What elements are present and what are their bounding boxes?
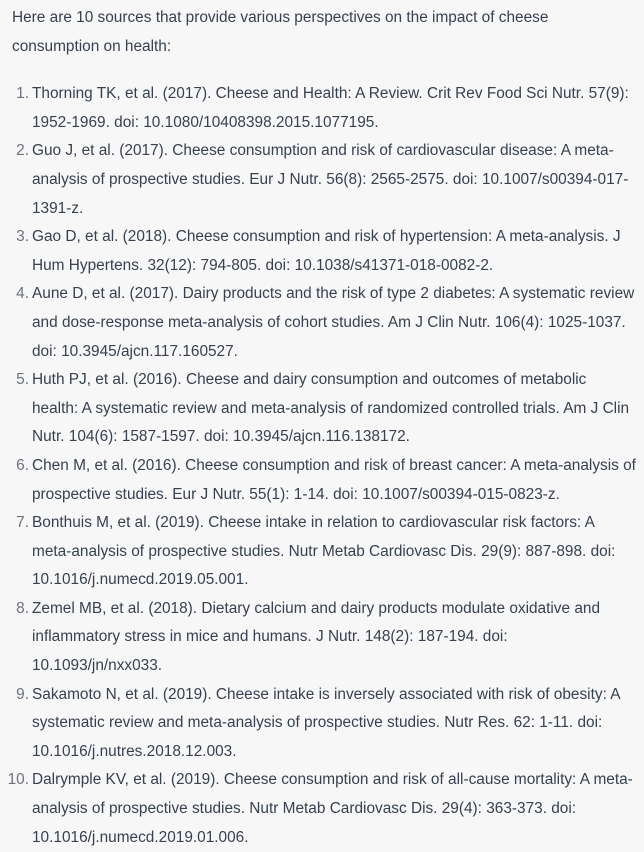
source-text: Dalrymple KV, et al. (2019). Cheese consumption and risk of all-cause mortality: A meta-analysis of prospective studies. Nutr Metab Cardiovasc Dis. 29(4): 363-373. doi: 10.1016/j.numecd.2019.01.006. — [32, 771, 633, 846]
intro-paragraph: Here are 10 sources that provide various perspectives on the impact of cheese consumption on health: — [12, 9, 549, 55]
source-text: Thorning TK, et al. (2017). Cheese and Health: A Review. Crit Rev Food Sci Nutr. 57(9): 1952-1969. doi: 10.1080/10408398.2015.1077195. — [32, 85, 629, 131]
source-item-1 — [12, 80, 636, 137]
source-text: Bonthuis M, et al. (2019). Cheese intake in relation to cardiovascular risk factors: A meta-analysis of prospective studies. Nutr Metab Cardiovasc Dis. 29(9): 887-898. doi: 10.1016/j.numecd.2019.05.001. — [32, 514, 616, 589]
source-text: Chen M, et al. (2016). Cheese consumption and risk of breast cancer: A meta-analysis of prospective studies. Eur J Nutr. 55(1): 1-14. doi: 10.1007/s00394-015-0823-z. — [32, 456, 636, 503]
source-item-10 — [7, 766, 636, 852]
source-number: 10. — [7, 771, 29, 789]
source-item-2 — [12, 137, 636, 223]
source-number: 9. — [16, 685, 29, 703]
source-item-3 — [12, 223, 636, 280]
sources-list — [7, 80, 636, 852]
source-item-7 — [12, 509, 636, 595]
source-text: Sakamoto N, et al. (2019). Cheese intake is inversely associated with risk of obesity: A systematic review and meta-analysis of prospective studies. Nutr Res. 62: 1-11. doi: 10.1016/j.nutres.2018.12.003. — [32, 685, 620, 760]
source-text: Gao D, et al. (2018). Cheese consumption and risk of hypertension: A meta-analysis. J Hum Hypertens. 32(12): 794-805. doi: 10.1038/s41371-018-0082-2. — [32, 228, 621, 274]
source-number: 8. — [16, 599, 29, 617]
source-number: 5. — [16, 371, 29, 389]
source-item-8 — [12, 595, 636, 681]
source-item-6 — [12, 452, 636, 509]
source-item-5 — [12, 366, 636, 452]
source-number: 4. — [16, 285, 29, 303]
source-text: Zemel MB, et al. (2018). Dietary calcium and dairy products modulate oxidative and inflammatory stress in mice and humans. J Nutr. 148(2): 187-194. doi: 10.1093/jn/nxx033. — [32, 599, 601, 675]
source-number: 7. — [16, 514, 29, 532]
source-number: 6. — [16, 456, 29, 474]
source-item-4 — [12, 280, 636, 366]
source-text: Huth PJ, et al. (2016). Cheese and dairy consumption and outcomes of metabolic health: A systematic review and meta-analysis of randomized controlled trials. Am J Clin Nutr. 104(6): 1587-1597. doi: 10.3945/ajcn.116.138172. — [32, 371, 630, 446]
source-item-9 — [12, 681, 636, 767]
source-number: 3. — [16, 228, 29, 246]
source-text: Aune D, et al. (2017). Dairy products and the risk of type 2 diabetes: A systematic review and dose-response meta-analysis of cohort studies. Am J Clin Nutr. 106(4): 1025-1037. doi: 10.3945/ajcn.117.160527. — [32, 285, 635, 360]
source-text: Guo J, et al. (2017). Cheese consumption and risk of cardiovascular disease: A meta-analysis of prospective studies. Eur J Nutr. 56(8): 2565-2575. doi: 10.1007/s00394-017-1391-z. — [32, 142, 629, 217]
source-number: 1. — [16, 85, 29, 103]
source-number: 2. — [16, 142, 29, 160]
